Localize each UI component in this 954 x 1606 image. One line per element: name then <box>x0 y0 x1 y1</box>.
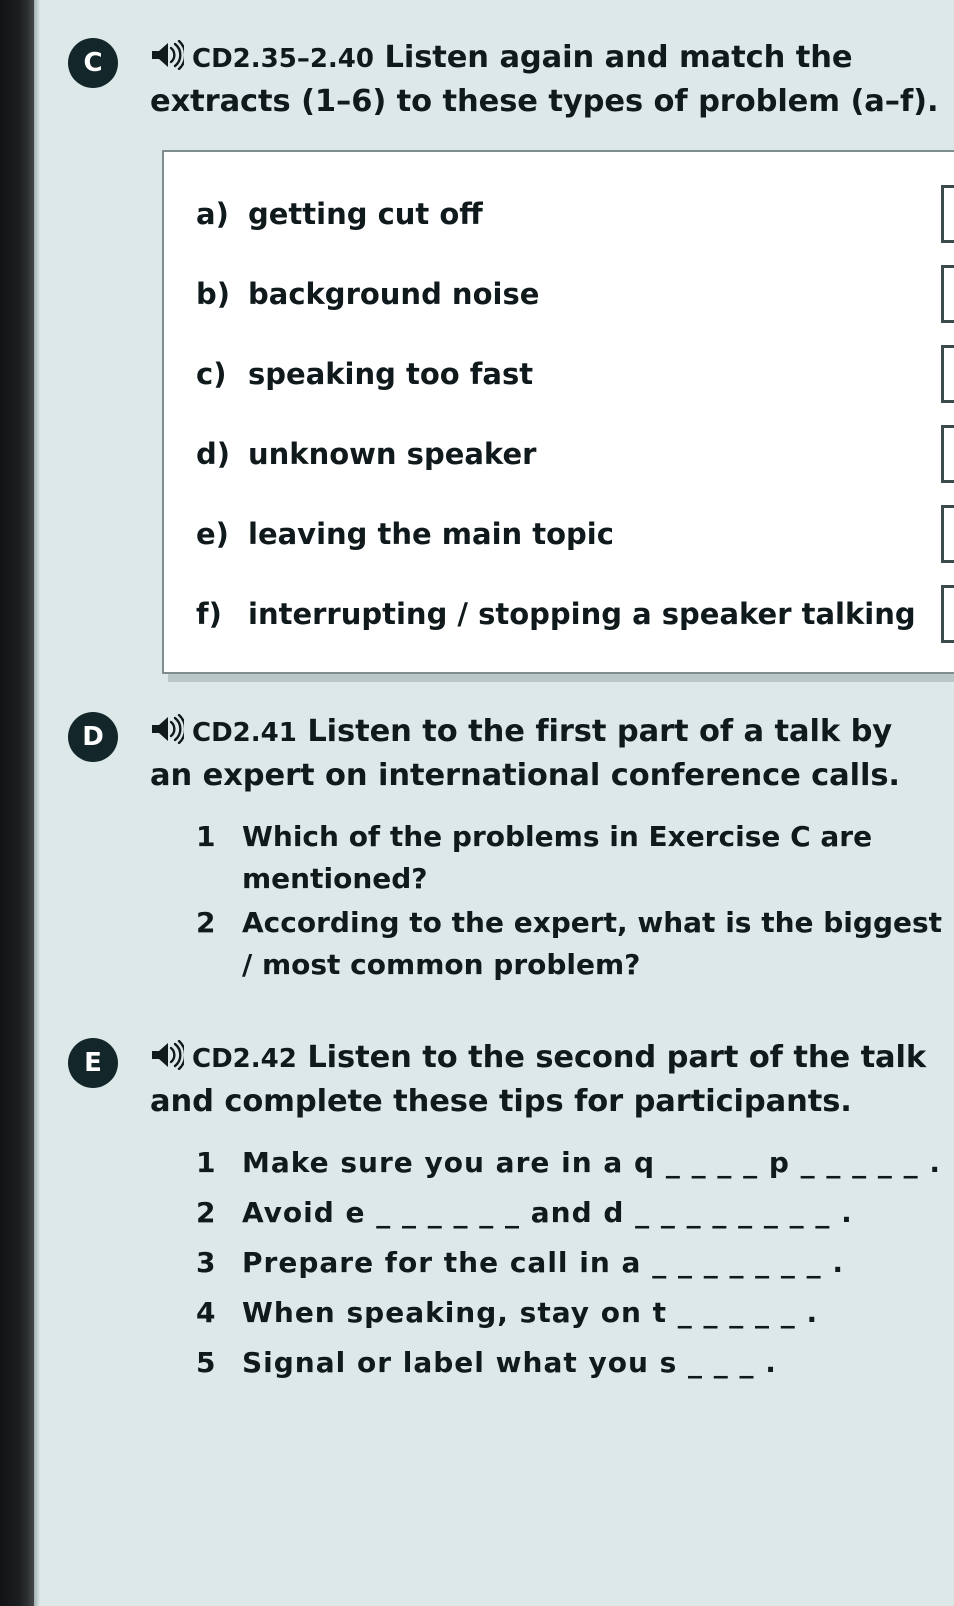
exercise-d-letter-badge: D <box>68 712 118 762</box>
answer-box-c[interactable] <box>941 345 954 403</box>
exercise-d-heading <box>150 712 944 796</box>
match-row <box>164 174 954 254</box>
match-text-c: speaking too fast <box>248 357 534 392</box>
exercise-c-heading <box>150 38 944 122</box>
question-number: 5 <box>196 1346 216 1380</box>
match-row <box>164 494 954 574</box>
exercise-d-question-list <box>186 816 944 986</box>
exercise-e-letter-badge: E <box>68 1038 118 1088</box>
list-item <box>186 1242 944 1284</box>
match-text-b: background noise <box>248 277 540 312</box>
match-marker-e: e) <box>196 517 229 552</box>
answer-box-a[interactable] <box>941 185 954 243</box>
exercise-c <box>40 0 954 674</box>
audio-speaker-icon <box>150 1040 184 1082</box>
match-row <box>164 414 954 494</box>
list-item <box>186 1142 944 1184</box>
match-text-f: interrupting / stopping a speaker talking <box>248 597 916 632</box>
question-text: Avoid e _ _ _ _ _ _ and d _ _ _ _ _ _ _ _ . <box>242 1196 853 1230</box>
match-row <box>164 334 954 414</box>
question-text: Which of the problems in Exercise C are mentioned? <box>242 820 873 896</box>
audio-speaker-icon <box>150 714 184 756</box>
question-text: Make sure you are in a q _ _ _ _ p _ _ _ _ _ . <box>242 1146 941 1180</box>
question-number: 1 <box>196 820 216 854</box>
match-marker-c: c) <box>196 357 227 392</box>
question-number: 1 <box>196 1146 216 1180</box>
answer-box-d[interactable] <box>941 425 954 483</box>
match-marker-a: a) <box>196 197 229 232</box>
answer-box-e[interactable] <box>941 505 954 563</box>
match-marker-b: b) <box>196 277 231 312</box>
exercise-e-heading <box>150 1038 944 1122</box>
match-option-a <box>196 197 483 231</box>
question-number: 2 <box>196 1196 216 1230</box>
book-gutter-shadow <box>0 0 34 1606</box>
matching-exercise-box <box>162 150 954 674</box>
answer-box-b[interactable] <box>941 265 954 323</box>
exercise-c-letter-badge: C <box>68 38 118 88</box>
match-text-d: unknown speaker <box>248 437 537 472</box>
exercise-e-question-list <box>186 1142 944 1384</box>
question-text: When speaking, stay on t _ _ _ _ _ . <box>242 1296 819 1330</box>
exercise-c-instruction: Listen again and match the extracts (1–6) to these types of problem (a–f). <box>150 40 939 119</box>
question-number: 2 <box>196 906 216 940</box>
answer-box-f[interactable] <box>941 585 954 643</box>
list-item <box>186 1292 944 1334</box>
exercise-d-cd-reference: CD2.41 <box>192 718 297 749</box>
page-content <box>40 0 954 1606</box>
match-marker-d: d) <box>196 437 231 472</box>
exercise-d-instruction: Listen to the first part of a talk by an expert on international conference calls. <box>150 714 900 793</box>
list-item <box>186 1342 944 1384</box>
exercise-d <box>40 712 954 986</box>
question-text: Prepare for the call in a _ _ _ _ _ _ _ . <box>242 1246 845 1280</box>
list-item <box>186 902 944 986</box>
match-row <box>164 574 954 654</box>
list-item <box>186 816 944 900</box>
question-number: 3 <box>196 1246 216 1280</box>
question-number: 4 <box>196 1296 216 1330</box>
list-item <box>186 1192 944 1234</box>
exercise-c-cd-reference: CD2.35–2.40 <box>192 44 374 74</box>
exercise-e-instruction: Listen to the second part of the talk and complete these tips for participants. <box>150 1040 927 1119</box>
question-text: According to the expert, what is the biggest / most common problem? <box>242 906 943 982</box>
match-text-e: leaving the main topic <box>248 517 614 552</box>
match-marker-f: f) <box>196 597 222 632</box>
match-text-a: getting cut off <box>248 197 483 232</box>
question-text: Signal or label what you s _ _ _ . <box>242 1346 777 1380</box>
match-row <box>164 254 954 334</box>
exercise-e-cd-reference: CD2.42 <box>192 1044 297 1075</box>
exercise-e <box>40 1038 954 1384</box>
audio-speaker-icon <box>150 40 184 82</box>
